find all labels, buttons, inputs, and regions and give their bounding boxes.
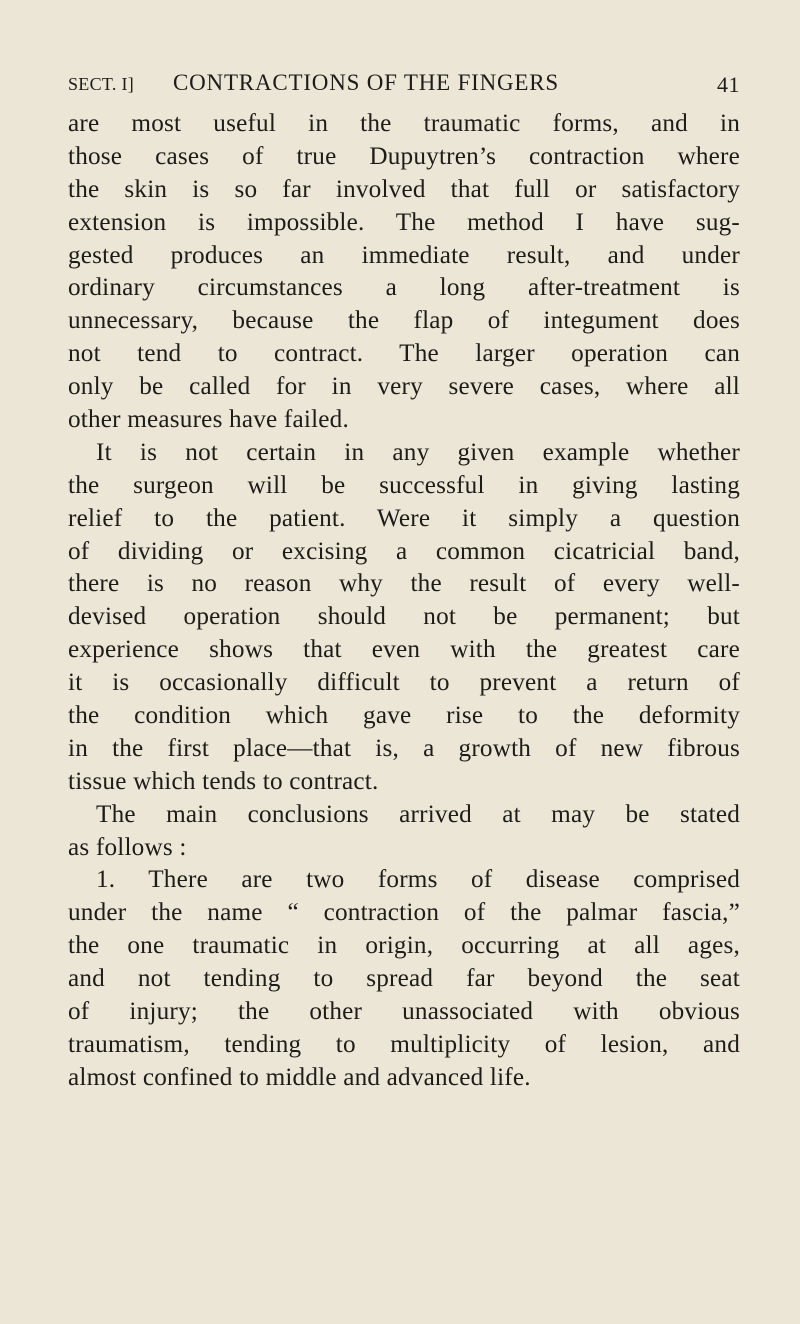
text-line: other measures have failed.	[68, 406, 349, 434]
text-line: of injury; the other unassociated with obvious	[68, 998, 740, 1026]
text-line: gested produces an immediate result, and under	[68, 241, 740, 269]
text-line: the surgeon will be successful in giving lasting	[68, 471, 740, 499]
text-line: there is no reason why the result of every well-	[68, 570, 740, 598]
text-line: unnecessary, because the flap of integument does	[68, 307, 740, 335]
text-line: the skin is so far involved that full or satisfactory	[68, 175, 740, 203]
text-line: in the first place—that is, a growth of new fibrous	[68, 734, 740, 762]
text-line: tissue which tends to contract.	[68, 767, 379, 795]
running-head	[68, 66, 740, 102]
text-line: it is occasionally difficult to prevent a return of	[68, 669, 740, 697]
text-line: experience shows that even with the greatest care	[68, 636, 740, 664]
text-line: 1. There are two forms of disease comprised	[96, 866, 740, 894]
text-line: the condition which gave rise to the deformity	[68, 702, 740, 730]
text-line: ordinary circumstances a long after-treatment is	[68, 274, 740, 302]
text-line: of dividing or excising a common cicatricial band,	[68, 537, 740, 565]
text-line: the one traumatic in origin, occurring at all ages,	[68, 932, 740, 960]
text-line: traumatism, tending to multiplicity of lesion, and	[68, 1030, 740, 1058]
chapter-title: CONTRACTIONS OF THE FINGERS	[173, 70, 560, 95]
text-line: The main conclusions arrived at may be stated	[96, 800, 740, 828]
page-number: 41	[717, 72, 740, 97]
body-text	[68, 108, 748, 1095]
text-line: relief to the patient. Were it simply a question	[68, 504, 740, 532]
text-line: only be called for in very severe cases, where all	[68, 373, 740, 401]
text-line: and not tending to spread far beyond the seat	[68, 965, 740, 993]
text-line: under the name “ contraction of the palmar fascia,”	[68, 899, 740, 927]
text-line: those cases of true Dupuytren’s contraction where	[68, 142, 740, 170]
text-line: not tend to contract. The larger operation can	[68, 340, 740, 368]
section-marker: SECT. I]	[68, 74, 135, 94]
text-line: It is not certain in any given example whether	[96, 438, 740, 466]
text-line: as follows :	[68, 833, 187, 861]
text-line: extension is impossible. The method I have sug-	[68, 208, 740, 236]
text-line: devised operation should not be permanent; but	[68, 603, 740, 631]
text-line: are most useful in the traumatic forms, and in	[68, 110, 740, 137]
text-line: almost confined to middle and advanced life.	[68, 1063, 531, 1091]
